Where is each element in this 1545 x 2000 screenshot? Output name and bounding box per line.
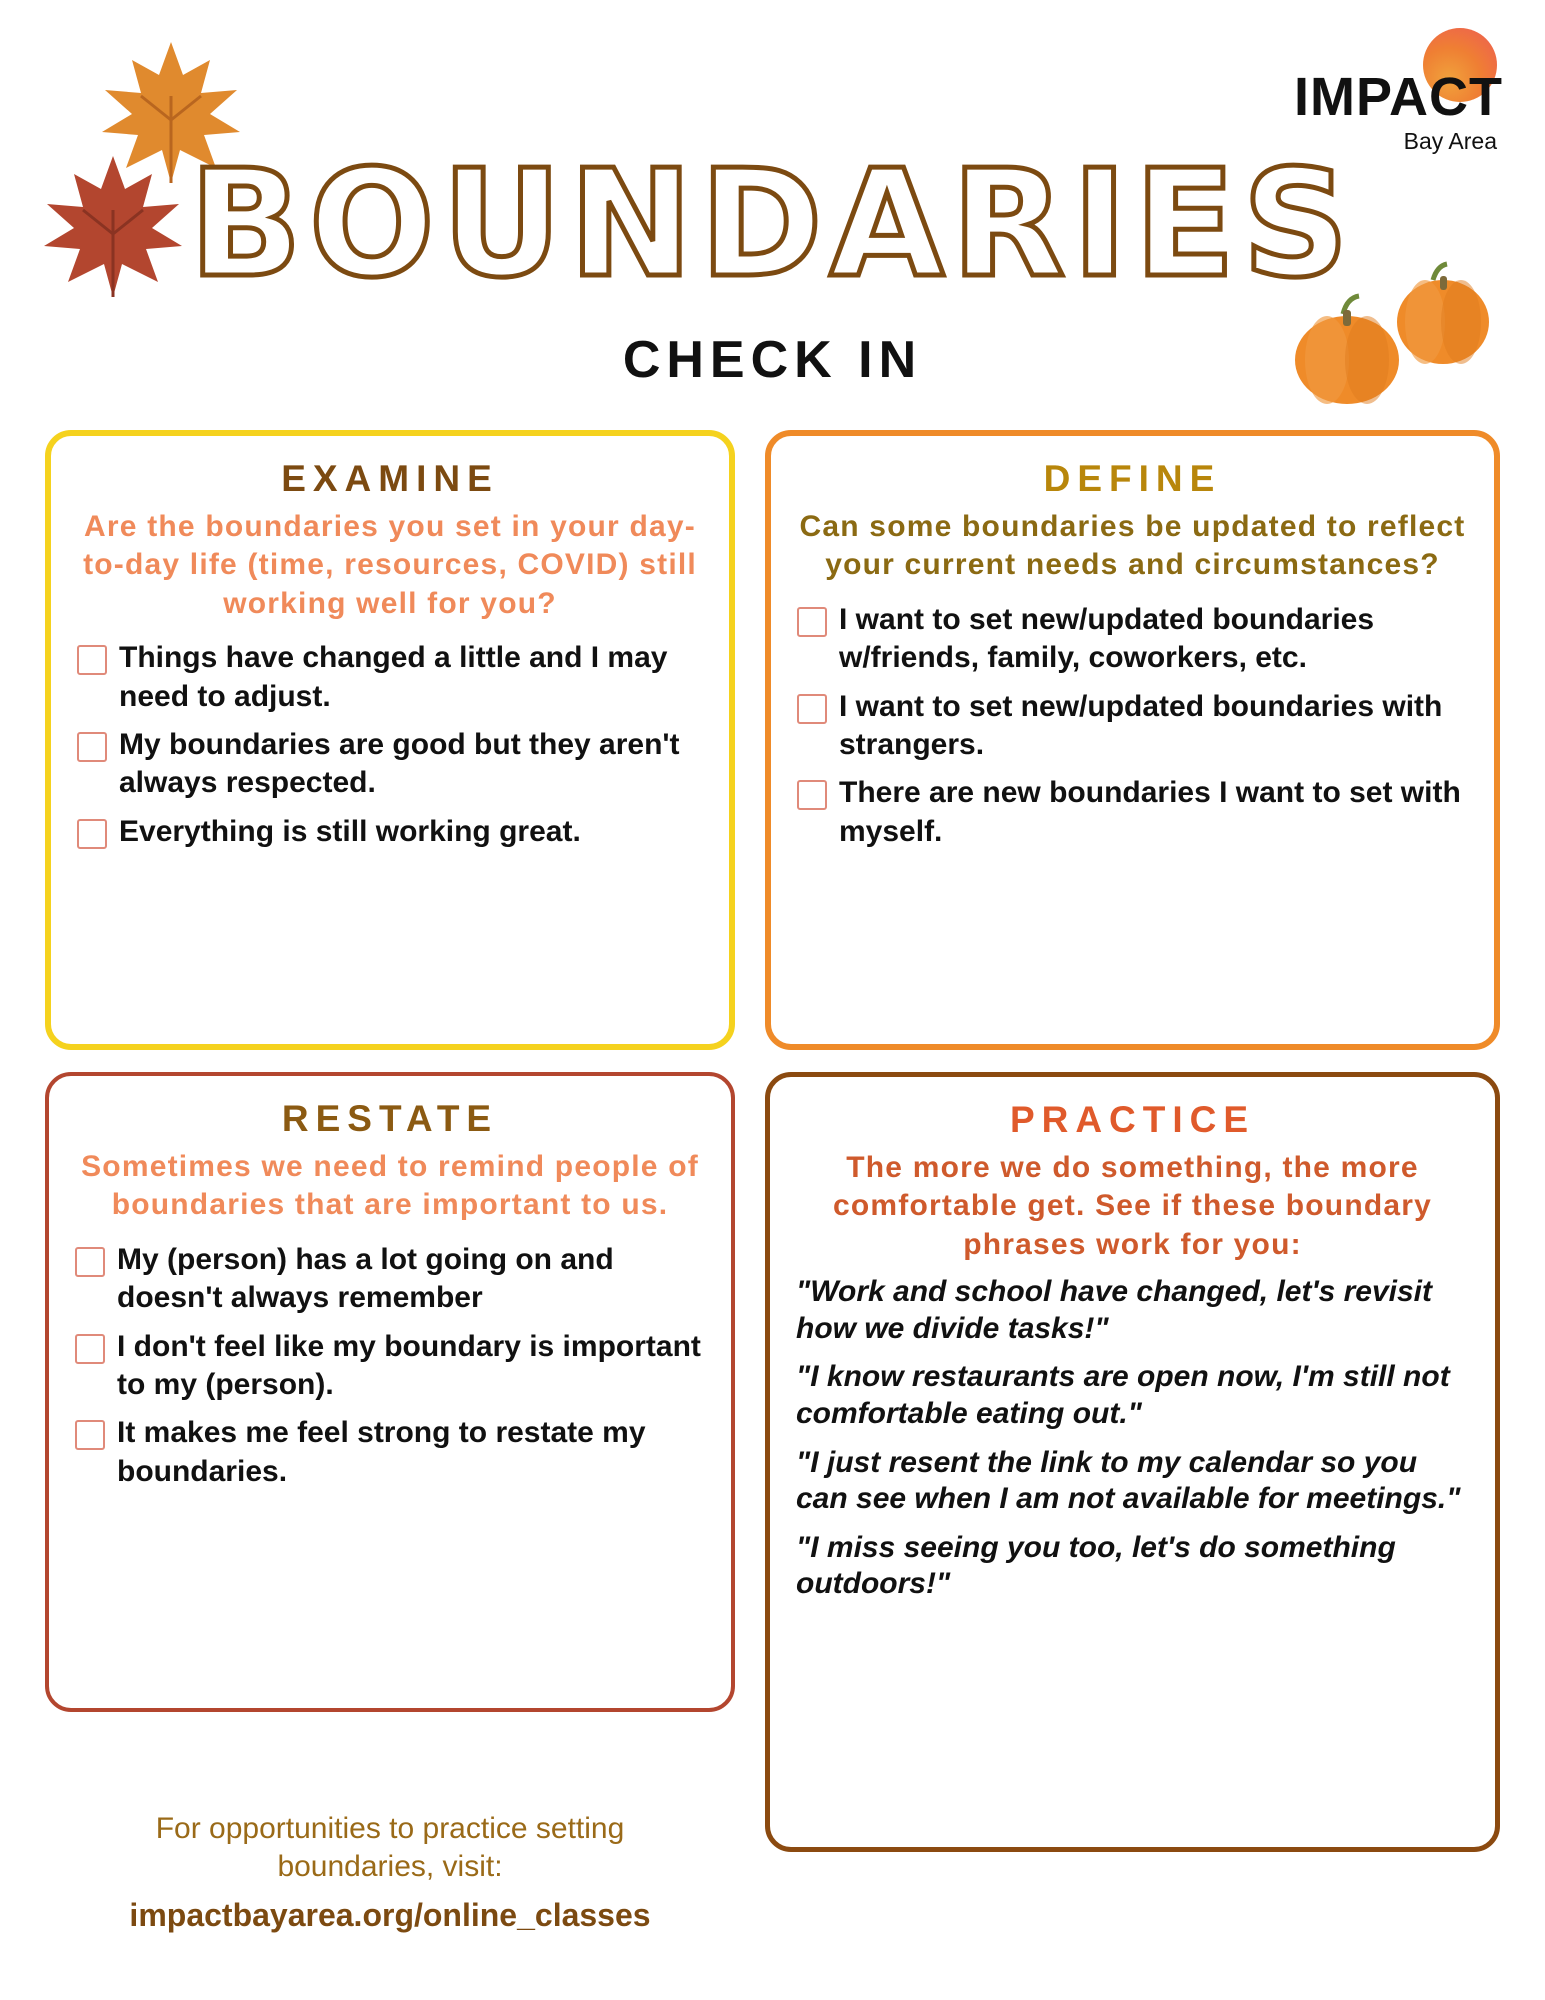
- card-prompt-practice: The more we do something, the more comfortable get. See if these boundary phrases work for you:: [832, 1151, 1433, 1261]
- checklist-examine: [77, 639, 703, 851]
- card-prompt-define: Can some boundaries be updated to reflect your current needs and circumstances?: [799, 510, 1466, 582]
- list-item[interactable]: [77, 813, 703, 851]
- phrase-item: "I just resent the link to my calendar so you can see when I am not available for meetings.": [796, 1445, 1461, 1516]
- page-header: [0, 0, 1545, 420]
- phrase-item: "Work and school have changed, let's revisit how we divide tasks!": [796, 1275, 1432, 1345]
- list-item-label: Everything is still working great.: [119, 814, 581, 848]
- list-item-label: I want to set new/updated boundaries with strangers.: [839, 689, 1443, 761]
- checkbox[interactable]: [797, 694, 827, 724]
- checkbox[interactable]: [77, 645, 107, 675]
- checkbox[interactable]: [77, 819, 107, 849]
- list-item[interactable]: [797, 601, 1468, 678]
- list-item[interactable]: [75, 1241, 705, 1318]
- checkbox[interactable]: [77, 732, 107, 762]
- card-title-restate: RESTATE: [281, 1098, 499, 1139]
- card-examine: [45, 430, 735, 1050]
- list-item-label: My (person) has a lot going on and doesn't always remember: [117, 1242, 614, 1315]
- list-item-label: I don't feel like my boundary is important to my (person).: [117, 1329, 701, 1401]
- list-item[interactable]: [797, 774, 1468, 851]
- list-item[interactable]: [75, 1328, 705, 1405]
- checkbox[interactable]: [797, 780, 827, 810]
- card-prompt-restate: Sometimes we need to remind people of boundaries that are important to us.: [81, 1150, 699, 1222]
- card-grid: [45, 430, 1500, 1852]
- card-title-practice: PRACTICE: [1009, 1099, 1256, 1140]
- pumpkin-icon: [1275, 250, 1505, 410]
- footer-url[interactable]: impactbayarea.org/online_classes: [129, 1897, 651, 1933]
- logo-wordmark: IMPACT: [1294, 67, 1503, 127]
- card-prompt-examine: Are the boundaries you set in your day-to-day life (time, resources, COVID) still working well for you?: [83, 510, 697, 620]
- checkbox[interactable]: [797, 607, 827, 637]
- checkbox[interactable]: [75, 1420, 105, 1450]
- footer: [45, 1810, 735, 1934]
- card-define: [765, 430, 1500, 1050]
- list-item[interactable]: [77, 639, 703, 716]
- card-row-bottom: [45, 1072, 1500, 1852]
- page-title: BOUNDARIES: [189, 138, 1356, 310]
- checklist-define: [797, 601, 1468, 851]
- checklist-restate: [75, 1241, 705, 1491]
- list-item[interactable]: [77, 726, 703, 803]
- phrase-item: "I know restaurants are open now, I'm still not comfortable eating out.": [796, 1360, 1450, 1430]
- list-item-label: Things have changed a little and I may need to adjust.: [119, 641, 668, 713]
- card-title-define: DEFINE: [1043, 458, 1222, 499]
- list-item-label: I want to set new/updated boundaries w/friends, family, coworkers, etc.: [839, 602, 1375, 675]
- phrase-list: [796, 1274, 1469, 1603]
- list-item[interactable]: [797, 688, 1468, 765]
- checkbox[interactable]: [75, 1247, 105, 1277]
- logo-subtext: Bay Area: [1403, 128, 1497, 154]
- list-item-label: There are new boundaries I want to set with myself.: [839, 776, 1461, 848]
- footer-line-2: boundaries, visit:: [277, 1849, 503, 1883]
- list-item-label: It makes me feel strong to restate my boundaries.: [117, 1416, 646, 1488]
- footer-line-1: For opportunities to practice setting: [155, 1812, 625, 1845]
- card-title-examine: EXAMINE: [281, 458, 499, 499]
- card-restate: [45, 1072, 735, 1712]
- list-item-label: My boundaries are good but they aren't always respected.: [119, 727, 680, 800]
- checkbox[interactable]: [75, 1334, 105, 1364]
- card-practice: [765, 1072, 1500, 1852]
- list-item[interactable]: [75, 1414, 705, 1491]
- card-row-top: [45, 430, 1500, 1050]
- page-subtitle: CHECK IN: [622, 331, 923, 389]
- phrase-item: "I miss seeing you too, let's do something outdoors!": [796, 1530, 1396, 1601]
